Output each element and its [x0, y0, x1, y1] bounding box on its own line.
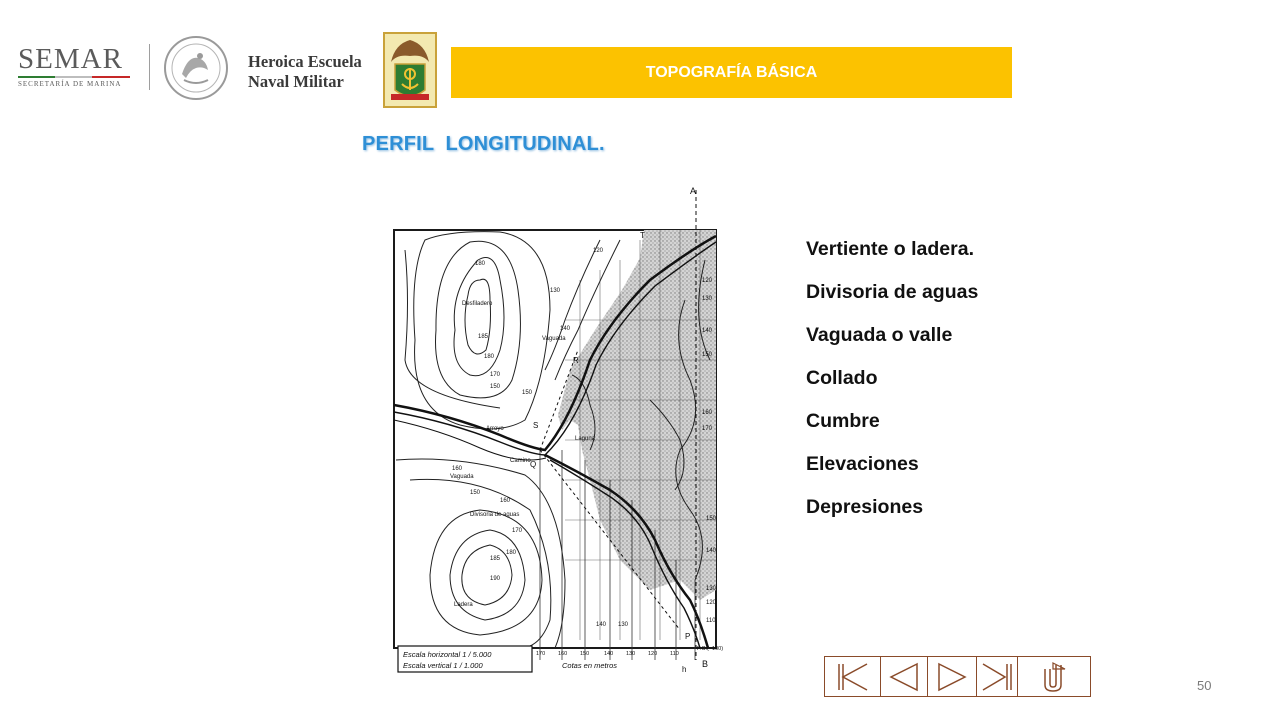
first-slide-icon — [833, 662, 873, 692]
school-name-line1: Heroica Escuela — [248, 52, 362, 71]
topographic-map — [350, 180, 740, 680]
last-slide-button[interactable] — [977, 657, 1018, 696]
contour-label: 150 — [490, 384, 501, 390]
contour-label: 130 — [706, 586, 717, 592]
contour-label: 140 — [702, 328, 713, 334]
bottom-axis-label: 170 — [536, 651, 546, 657]
bottom-axis-label: 110 — [670, 651, 679, 657]
contour-label: 180 — [506, 550, 517, 556]
point-label: P — [685, 632, 691, 641]
contour-label: 160 — [702, 410, 713, 416]
contour-label: 140 — [560, 326, 571, 332]
point-label: h — [682, 665, 687, 674]
contour-label: 170 — [512, 528, 523, 534]
return-icon — [1037, 661, 1071, 693]
contour-label: 170 — [702, 426, 713, 432]
point-label: B — [702, 659, 709, 669]
contour-label: 150 — [702, 352, 713, 358]
place-label: Camino — [510, 458, 531, 464]
contour-label: 120 — [706, 600, 717, 606]
contour-label: 160 — [452, 466, 463, 472]
national-seal-icon — [162, 34, 230, 102]
place-label: Laguna — [575, 436, 596, 442]
semar-logo-subtitle: SECRETARÍA DE MARINA — [18, 80, 122, 88]
contour-label: 150 — [522, 390, 533, 396]
point-label: T — [640, 231, 645, 240]
feature-item: Divisoria de aguas — [806, 281, 979, 303]
school-name-line2: Naval Militar — [248, 72, 344, 91]
first-slide-button[interactable] — [825, 657, 881, 696]
contour-label: 130 — [618, 622, 629, 628]
contour-label: 110 — [706, 618, 716, 624]
previous-slide-button[interactable] — [881, 657, 928, 696]
contour-label: 185 — [478, 334, 489, 340]
scale-vertical: Escala vertical 1 / 1.000 — [403, 661, 483, 670]
contour-label: 130 — [550, 288, 561, 294]
place-label: Vaguada — [450, 474, 474, 480]
bottom-axis-label: 150 — [580, 651, 590, 657]
contour-label: 190 — [490, 576, 501, 582]
school-name — [248, 52, 362, 92]
contour-label: 140 — [706, 548, 717, 554]
return-button[interactable] — [1018, 657, 1090, 696]
slide-navigation — [824, 656, 1091, 697]
feature-list — [806, 236, 978, 537]
place-label: Arroyo — [486, 426, 504, 432]
course-title: TOPOGRAFÍA BÁSICA — [645, 63, 818, 81]
place-label: Vaguada — [542, 336, 566, 342]
feature-item: Depresiones — [806, 496, 924, 518]
contour-label: 140 — [596, 622, 607, 628]
point-label: S — [533, 421, 539, 430]
point-label: Q — [530, 460, 537, 469]
last-slide-icon — [979, 662, 1015, 692]
contour-label: 185 — [490, 556, 501, 562]
header-divider — [149, 44, 150, 90]
bottom-axis-label: 130 — [626, 651, 636, 657]
school-emblem-icon — [383, 32, 437, 108]
contour-label: 150 — [470, 490, 481, 496]
contour-label: 150 — [706, 516, 717, 522]
contour-label: 130 — [702, 296, 713, 302]
place-label: Ladera — [454, 602, 473, 608]
contour-label: 180 — [484, 354, 495, 360]
bottom-axis-label: 160 — [558, 651, 568, 657]
section-title: PERFIL LONGITUDINAL. — [362, 133, 605, 155]
point-label: R — [573, 356, 579, 365]
point-label: A — [690, 186, 697, 196]
contour-label: 120 — [593, 248, 604, 254]
page-number: 50 — [1197, 678, 1212, 693]
contour-label: 180 — [475, 261, 486, 267]
feature-item: Cumbre — [806, 410, 880, 432]
feature-item: Vertiente o ladera. — [806, 238, 974, 260]
next-slide-button[interactable] — [928, 657, 976, 696]
previous-slide-icon — [887, 662, 921, 692]
contour-label: 120 — [702, 278, 713, 284]
semar-logo — [18, 44, 136, 94]
semar-logo-stripe — [18, 76, 130, 78]
bottom-axis-label: 120 — [648, 651, 658, 657]
feature-item: Elevaciones — [806, 453, 919, 475]
next-slide-icon — [935, 662, 969, 692]
semar-logo-text: SEMAR — [18, 43, 123, 75]
place-label: Desfiladero — [462, 301, 493, 307]
bottom-axis-label: 140 — [604, 651, 614, 657]
pc-label: P.C.(=100) — [697, 646, 724, 652]
feature-item: Collado — [806, 367, 878, 389]
scale-horizontal: Escala horizontal 1 / 5.000 — [403, 650, 492, 659]
place-label: Divisoria de aguas — [470, 512, 520, 518]
course-title-bar — [451, 47, 1012, 98]
contour-label: 160 — [500, 498, 511, 504]
contour-label: 170 — [490, 372, 501, 378]
units-label: Cotas en metros — [562, 661, 618, 670]
feature-item: Vaguada o valle — [806, 324, 953, 346]
